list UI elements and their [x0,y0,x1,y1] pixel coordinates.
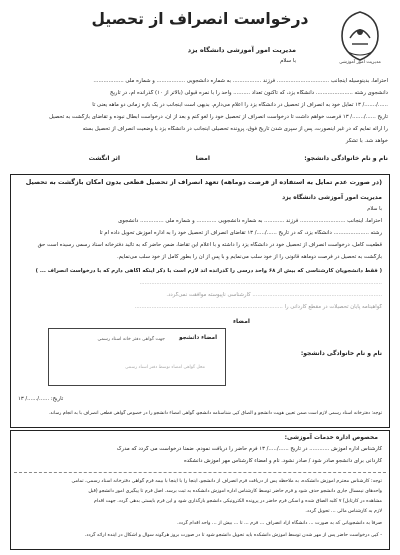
request-line-2: دانشجوی رشته ...................... دانشگاه یزد، که تاکنون تعداد .......... واحد را با نمره قبولی (بالاتر از ۱۰) گذرانده ام، در تاریخ [110,90,388,96]
office-line-5: مشاهده در کارتابل) ۷ کلبه الصاق شده و اسکن فرم حاضر در پرونده الکترونیکی دانشجو بارگذاری شود و این فرم بایستی بدهی گردد. جهت اقدام [93,499,382,504]
office-line-2: کاردانی برای دانشجو صادر شود / صادر نشود. نام و امضاء کارشناس مهر آموزش دانشکده [183,458,382,464]
commitment-line-7: ............................................................................. کارشناسی ناپیوسته موافقت نمی‌گردد. [166,292,382,298]
student-name-label: نام و نام خانوادگی دانشجو: [304,155,388,162]
notary-signature-label: امضاء دانشجو [179,335,217,341]
notary-note: جهت گواهی دفتر خانه اسناد رسمی [97,337,165,342]
office-divider [14,472,386,473]
office-line-1: کارشناس اداره آموزش ............ در تاریخ ....../...../ ۱۳ فرم حاضر را دریافت نمودم. ضمناً درخواست می گردد که مدرک [116,446,382,452]
commitment-date: تاریخ: ....../....../ ۱۳ [18,396,64,402]
office-line-7: صرفاً به دانشجویانی که به صورت ... دانشگاه آزاد انصراف ... فرم ... تا ... بیش از ... واحد اقدام گردد. [177,521,382,526]
request-line-6: خواهد شد. با تشکر [345,138,388,144]
request-line-4: تاریخ ....../......./ ۱۳ فرصت خواهم داشت تا درخواست انصراف از تحصیل خود را لغو کنم و بعد از آن، درخواست ابطال نبوده و تقاضای بازگشت به تحصیل [49,114,388,120]
commitment-line-6: ................................................................................................................................................ [139,280,382,286]
commitment-signature-label: امضاء [232,318,250,325]
office-line-3: توجه: کارشناس محترم آموزش دانشکده، به ملاحظه پس از دریافت فرم انصراف از دانشجو، اینجا را با اینجا با بیمه فرم گواهی دفترخانه اسناد رسمی، تمامی [71,479,382,484]
commitment-addressee: مدیریت امور آموزشی دانشگاه یزد [282,194,382,201]
office-line-6: لازم به کارشناس مالی ... تحویل گردد. [305,509,382,514]
page-title: درخواست انصراف از تحصیل [91,10,309,28]
commitment-student-name-label: نام و نام خانوادگی دانشجو: [300,350,382,357]
commitment-line-4: بازگشت به تحصیل در فرصت دوماهه قانونی را از خود سلب می‌نمایم و با پس از آن را بطور کامل از خود سلب می‌نمایم. [116,254,382,260]
commitment-title: (در صورت عدم تمایل به استفاده از فرصت دوماهه) تعهد انصراف از تحصیل قطعی بدون امکان بازگشت به تحصیل [25,178,382,186]
office-title: مخصوص اداره خدمات آموزشی: [284,434,378,441]
commitment-line-1: احتراماً، اینجانب ........................... فرزند ............ به شماره دانشجویی ............ و شماره ملی .............. دانشجوی [118,218,382,224]
commitment-note: توجه: دفترخانه اسناد رسمی لازم است ضمن تعیین هویت دانشجو و الصاق کپی شناسنامه دانشجو، گواهی امضاء دانشجو را در خصوص گواهی قطعی انصراف با به انجام رساند. [48,411,382,416]
office-line-8: - کپی درخواست حاضر پس از مهر شدن توسط آموزش دانشکده باید تحویل دانشجو شود تا در صورت بروز هرگونه سوال و اشکال در آینده ارائه گردد. [84,533,382,538]
notary-placeholder: محل گواهی امضاء توسط دفتر اسناد رسمی [125,365,205,370]
commitment-salutation: با سلام [367,206,382,212]
salutation: با سلام [280,58,296,64]
request-line-3: ....../......./ ۱۳ تمایل خود به انصراف از تحصیل در دانشگاه یزد را اعلام می‌دارم. بدیهی است اینجانب در یک بازه زمانی دو ماهه یعنی تا [92,102,388,108]
commitment-line-2: رشته ..................... دانشگاه یزد، که در تاریخ ....../...../ ۱۳ تقاضای انصراف از تحصیل خود را به اداره آموزش تحویل داده ام تا [99,230,382,236]
commitment-line-8: گواهینامه پایان تحصیلات در مقطع کاردانی را ........................................................................................ [134,304,382,310]
logo-caption: مدیریت امور آموزشی [339,60,381,65]
notary-box [48,328,226,386]
office-line-4: واحدهای نیمسال جاری دانشجو حذف شود و فرم حاضر توسط کارشناس اداره آموزش دانشکده به ثبت برسد. اصل فرم تا پیگیری امور دانشجو (قبل [88,489,382,494]
request-line-1: احتراماً، بدینوسیله اینجانب ............................... فرزند ................. به شماره دانشجویی ................. و شماره ملی .................. [93,78,388,84]
commitment-line-3: قطعیت کامل، درخواست انصراف از تحصیل خود در دانشگاه یزد را داشته و با اعلام این تقاضا، ضمن حاضر که به تائید دفترخانه اسناد رسمی رسیده است حق [37,242,382,248]
signature-label: امضا [195,155,210,162]
fingerprint-label: اثر انگشت [88,155,120,162]
commitment-line-5: ( فقط دانشجویان کارشناسی که بیش از ۶۸ واحد درسی را گذرانده اند لازم است با ذکر اینکه آگاهی دارم که با درخواست انصراف ... ) [35,268,382,274]
form-header [8,4,392,74]
addressee: مدیریت امور آموزشی دانشگاه یزد [187,46,296,54]
request-line-5: را ارائه نمایم که در غیر اینصورت، پس از سپری شدن تاریخ فوق، پرونده تحصیلی اینجانب در دانشگاه یزد با وضعیت انصراف از تحصیل بسته [82,126,388,132]
